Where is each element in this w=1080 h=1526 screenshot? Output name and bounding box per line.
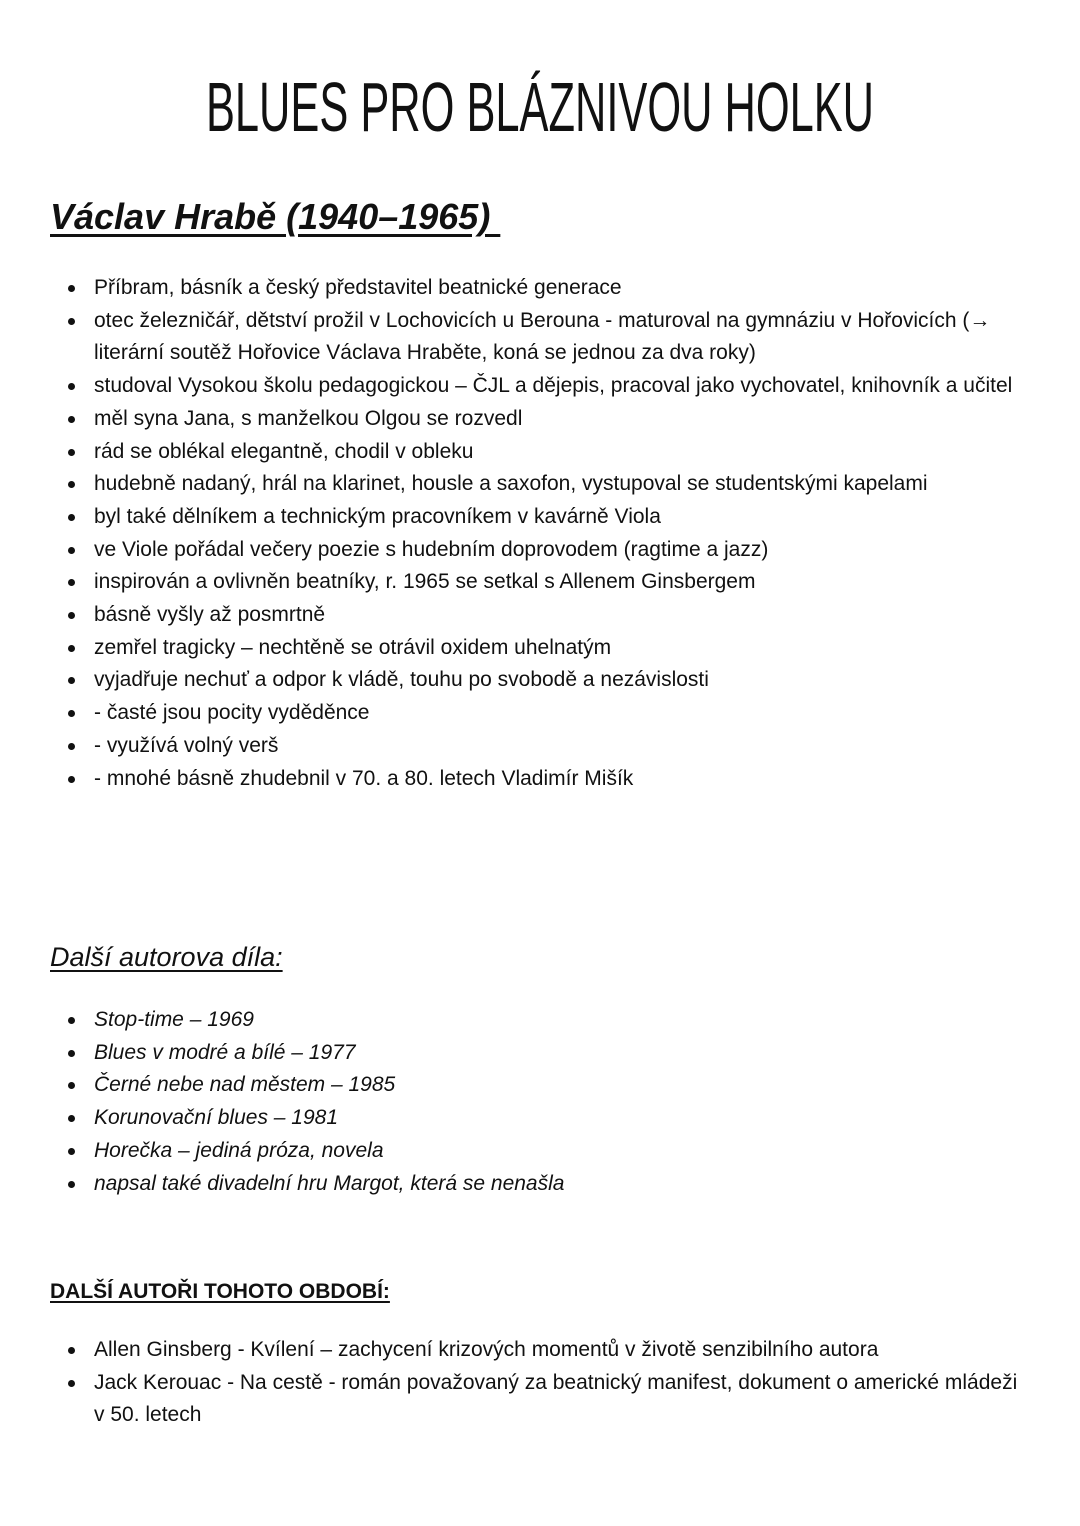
authors-list bbox=[62, 1334, 1022, 1432]
works-list bbox=[62, 1004, 1022, 1200]
list-item: rád se oblékal elegantně, chodil v obleku bbox=[62, 436, 1022, 469]
list-item: Allen Ginsberg - Kvílení – zachycení krizových momentů v životě senzibilního autora bbox=[62, 1334, 1022, 1367]
list-item: Černé nebe nad městem – 1985 bbox=[62, 1069, 1022, 1102]
author-heading: Václav Hrabě (1940–1965) bbox=[50, 196, 501, 237]
list-item: Stop-time – 1969 bbox=[62, 1004, 1022, 1037]
list-item: hudebně nadaný, hrál na klarinet, housle a saxofon, vystupoval se studentskými kapelami bbox=[62, 468, 1022, 501]
list-item: studoval Vysokou školu pedagogickou – ČJL a dějepis, pracoval jako vychovatel, knihovník a učitel bbox=[62, 370, 1022, 403]
list-item: Jack Kerouac - Na cestě - román považovaný za beatnický manifest, dokument o americké mládeži v 50. letech bbox=[62, 1367, 1022, 1432]
list-item: Horečka – jediná próza, novela bbox=[62, 1135, 1022, 1168]
bio-list bbox=[62, 272, 1022, 795]
list-item: inspirován a ovlivněn beatníky, r. 1965 se setkal s Allenem Ginsbergem bbox=[62, 566, 1022, 599]
list-item: Korunovační blues – 1981 bbox=[62, 1102, 1022, 1135]
list-item: měl syna Jana, s manželkou Olgou se rozvedl bbox=[62, 403, 1022, 436]
list-item: Příbram, básník a český představitel beatnické generace bbox=[62, 272, 1022, 305]
authors-heading: DALŠÍ AUTOŘI TOHOTO OBDOBÍ: bbox=[50, 1280, 390, 1303]
list-item: napsal také divadelní hru Margot, která se nenašla bbox=[62, 1168, 1022, 1201]
list-item: otec železničář, dětství prožil v Lochovicích u Berouna - maturoval na gymnáziu v Hořovicích (→ literární soutěž Hořovice Václava Hraběte, koná se jednou za dva roky) bbox=[62, 305, 1022, 370]
works-heading: Další autorova díla: bbox=[50, 942, 283, 972]
list-item: zemřel tragicky – nechtěně se otrávil oxidem uhelnatým bbox=[62, 632, 1022, 665]
list-item: - využívá volný verš bbox=[62, 730, 1022, 763]
list-item: ve Viole pořádal večery poezie s hudebním doprovodem (ragtime a jazz) bbox=[62, 534, 1022, 567]
document-title: BLUES PRO BLÁZNIVOU HOLKU bbox=[205, 68, 875, 146]
list-item: básně vyšly až posmrtně bbox=[62, 599, 1022, 632]
list-item: byl také dělníkem a technickým pracovníkem v kavárně Viola bbox=[62, 501, 1022, 534]
list-item: vyjadřuje nechuť a odpor k vládě, touhu po svobodě a nezávislosti bbox=[62, 664, 1022, 697]
list-item: - mnohé básně zhudebnil v 70. a 80. letech Vladimír Mišík bbox=[62, 763, 1022, 796]
list-item: - časté jsou pocity vyděděnce bbox=[62, 697, 1022, 730]
list-item: Blues v modré a bílé – 1977 bbox=[62, 1037, 1022, 1070]
